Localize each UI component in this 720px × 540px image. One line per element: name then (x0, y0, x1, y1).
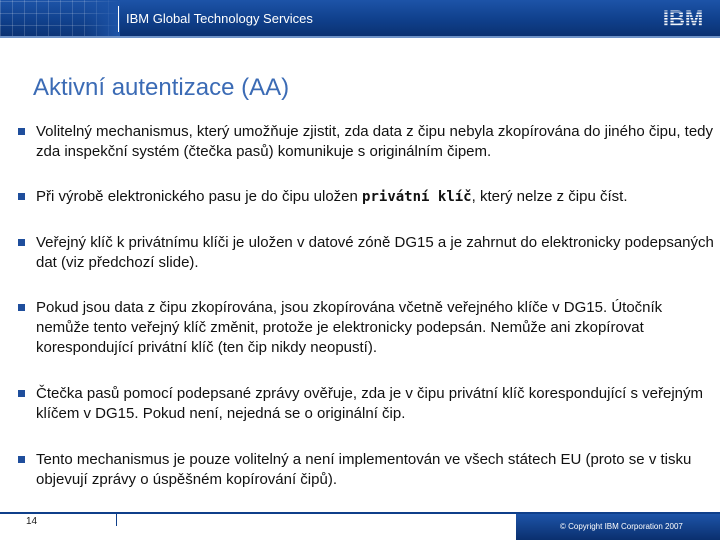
bullet-text: Čtečka pasů pomocí podepsané zprávy ověřuje, zda je v čipu privátní klíč korespondující s veřejným klíčem v DG15. Pokud není, nejedná se o originální čip. (36, 385, 704, 422)
bullet-item (14, 384, 714, 424)
bullet-text: Pokud jsou data z čipu zkopírována, jsou zkopírována včetně veřejného klíče v DG15. Útočník nemůže tento veřejný klíč změnit, protože je elektronicky podepsán. Nemůže ani zkopírovat korespondující privátní klíč (ten čip nikdy neopustí). (36, 299, 663, 356)
square-bullet-icon (18, 128, 25, 135)
square-bullet-icon (18, 390, 25, 397)
bullet-text-pre: Při výrobě elektronického pasu je do čipu uložen (36, 188, 363, 205)
header-band (0, 0, 720, 38)
bullet-item (14, 450, 714, 490)
bullet-item (14, 233, 714, 273)
square-bullet-icon (18, 456, 25, 463)
square-bullet-icon (18, 239, 25, 246)
footer-tick (116, 512, 117, 526)
page-number: 14 (26, 516, 38, 527)
bullet-list (14, 122, 714, 490)
bullet-text: Tento mechanismus je pouze volitelný a není implementován ve všech státech EU (proto se v tisku objevují zprávy o úspěšném kopírování čipů). (36, 451, 692, 488)
org-name: IBM Global Technology Services (126, 11, 313, 26)
bullet-item (14, 122, 714, 162)
footer (0, 512, 720, 540)
ibm-logo-text: IBM (662, 7, 704, 29)
square-bullet-icon (18, 304, 25, 311)
ibm-logo (656, 7, 710, 29)
bullet-item (14, 298, 714, 358)
square-bullet-icon (18, 193, 25, 200)
slide-title: Aktivní autentizace (AA) (33, 74, 290, 101)
bullet-emphasis: privátní klíč (362, 189, 472, 205)
header-divider (118, 6, 119, 32)
bullet-text-post: , který nelze z čipu číst. (471, 188, 628, 205)
bullet-item (14, 187, 714, 207)
copyright-text: © Copyright IBM Corporation 2007 (560, 522, 683, 531)
bullet-text: Volitelný mechanismus, který umožňuje zjistit, zda data z čipu nebyla zkopírována do jiného čipu, tedy zda inspekční systém (čtečka pasů) komunikuje s originálním čipem. (36, 123, 714, 160)
bullet-text: Veřejný klíč k privátnímu klíči je uložen v datové zóně DG15 a je zahrnut do elektronicky podepsaných dat (viz předchozí slide). (36, 234, 714, 271)
